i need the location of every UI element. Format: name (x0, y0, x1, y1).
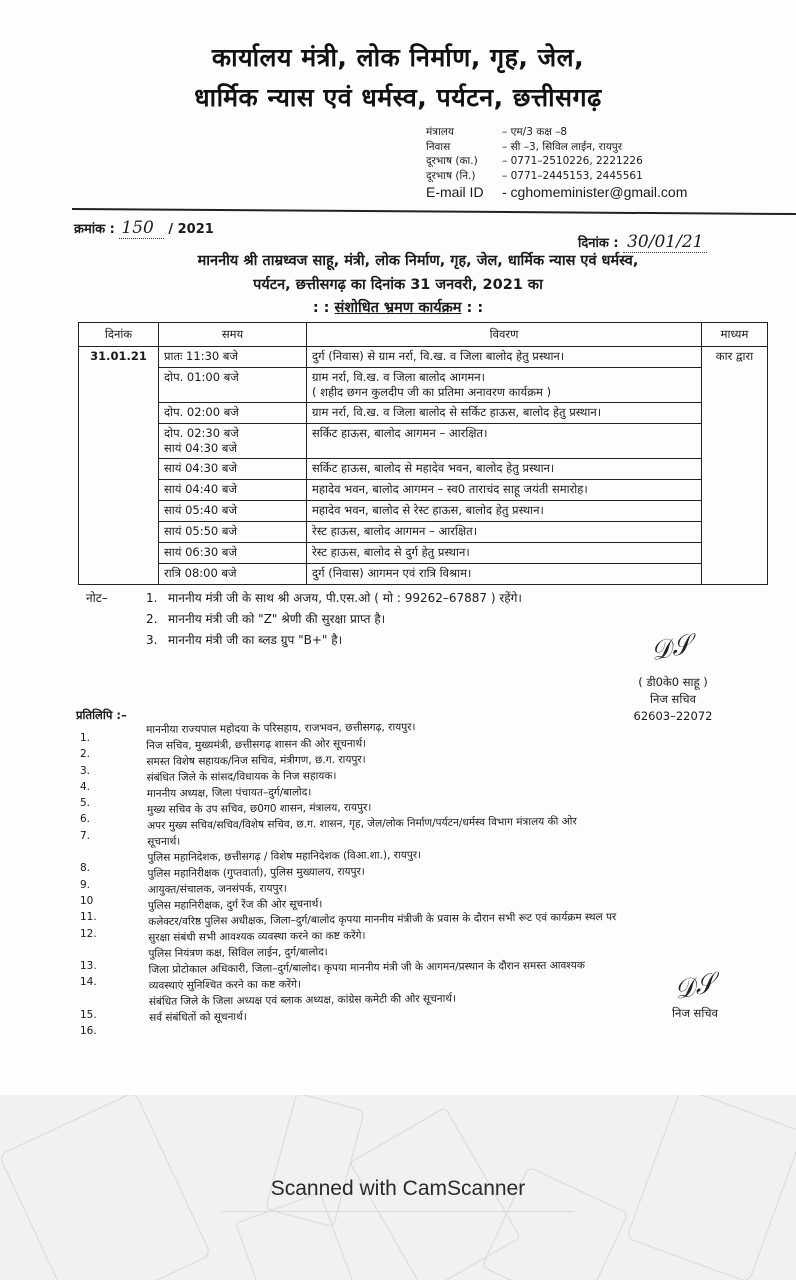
table-row (79, 459, 768, 480)
reference-year: / 2021 (168, 222, 214, 237)
schedule-table (78, 322, 768, 585)
camscanner-watermark: Scanned with CamScanner (270, 1177, 526, 1200)
time-cell: दोप. 02:00 बजे (159, 403, 307, 424)
table-row (79, 501, 768, 522)
copy-number: 15. (80, 1009, 97, 1022)
detail-text: ग्राम नर्रा, वि.ख. व जिला बालोद आगमन। (312, 370, 486, 384)
copy-recipient-line: कलेक्टर/वरिष्ठ पुलिस अधीक्षक, जिला–दुर्ग/बालोद कृपया माननीय मंत्रीजी के प्रवास के दौरान सभी रूट एवं कार्यक्रम स्थल पर (148, 911, 617, 928)
note-number: 3. (146, 633, 158, 647)
copy-recipient-line: संबंधित जिले के सांसद/विधायक के निज सहायक। (146, 770, 337, 784)
copy-recipient-line: निज सचिव, मुख्यमंत्री, छत्तीसगढ़ शासन की ओर सूचनार्थ। (146, 737, 367, 752)
reference-number (74, 218, 214, 238)
copy-recipient-line: माननीय अध्यक्ष, जिला पंचायत–दुर्ग/बालोद। (146, 786, 312, 800)
date-cell: 31.01.21 (79, 347, 159, 585)
table-row (79, 522, 768, 543)
copy-recipient-line: पुलिस महानिरीक्षक (गुप्तवार्ता), पुलिस मुख्यालय, रायपुर। (147, 865, 365, 880)
email-row (426, 183, 687, 201)
time-cell: सायं 04:40 बजे (159, 480, 307, 501)
subject-prefix: : : (312, 300, 330, 316)
column-header-details: विवरण (307, 323, 702, 347)
copy-number: 4. (80, 780, 91, 793)
copy-number: 11. (80, 911, 97, 924)
signatory-name: ( डी0के0 साहू ) (638, 675, 708, 689)
contact-row (426, 125, 687, 140)
note-number: 2. (146, 612, 158, 626)
contact-value: – सी –3, सिविल लाईन, रायपुर (502, 140, 623, 153)
copy-number: 6. (80, 813, 91, 826)
column-header-time: समय (159, 323, 307, 347)
time-cell: सायं 04:30 बजे (159, 459, 307, 480)
signatory-designation: निज सचिव (672, 1006, 718, 1020)
copy-number (80, 844, 97, 860)
note-number: 1. (146, 591, 158, 605)
time-text-end: सायं 04:30 बजे (164, 441, 237, 455)
email-label: E-mail ID (426, 184, 484, 200)
copy-number: 10 (80, 894, 94, 907)
contact-row (426, 140, 687, 155)
copy-recipient-line: मुख्य सचिव के उप सचिव, छ0ग0 शासन, मंत्रालय, रायपुर। (146, 801, 372, 816)
office-title-line1: कार्यालय मंत्री, लोक निर्माण, गृह, जेल, (211, 43, 585, 72)
table-row (79, 347, 768, 368)
note-item (86, 630, 522, 651)
copy-recipient-line: सर्व संबंधितों को सूचनार्थ। (149, 1010, 247, 1024)
table-row (79, 564, 768, 585)
detail-cell: महादेव भवन, बालोद आगमन – स्व0 ताराचंद साहू जयंती समारोह। (307, 480, 702, 501)
date-handwritten-value: 30/01/21 (623, 232, 707, 253)
copy-recipient-line: व्यवस्थाएं सुनिश्चित करने का कष्ट करेंगे। (148, 978, 302, 992)
copy-number (80, 991, 97, 1007)
time-cell (159, 424, 307, 459)
column-header-date: दिनांक (79, 323, 159, 347)
contact-row (426, 154, 687, 169)
time-cell: सायं 05:50 बजे (159, 522, 307, 543)
table-row (79, 543, 768, 564)
schedule-title: संशोधित भ्रमण कार्यक्रम (334, 300, 462, 316)
copy-number: 2. (80, 748, 91, 761)
contact-value: – एम/3 कक्ष –8 (502, 126, 568, 138)
detail-subtext: ( शहीद छगन कुलदीप जी का प्रतिमा अनावरण कार्यक्रम ) (312, 385, 552, 399)
email-value: - cghomeminister@gmail.com (502, 184, 688, 200)
copy-recipient-line: पुलिस नियंत्रण कक्ष, सिविल लाईन, दुर्ग/बालोद। (148, 946, 328, 960)
detail-cell: सर्किट हाऊस, बालोद आगमन – आरक्षित। (307, 424, 702, 459)
contact-block (426, 125, 687, 201)
detail-cell: महादेव भवन, बालोद से रेस्ट हाऊस, बालोद हेतु प्रस्थान। (307, 501, 702, 522)
signatory-phone: 62603–22072 (633, 709, 713, 723)
copy-number: 7. (80, 829, 91, 842)
time-cell: प्रातः 11:30 बजे (159, 347, 307, 368)
date-label: दिनांक : (578, 236, 619, 251)
copy-number: 1. (80, 732, 91, 744)
subject-line3 (0, 297, 796, 317)
reference-handwritten-number: 150 (119, 218, 163, 239)
copy-recipient-line: जिला प्रोटोकाल अधिकारी, जिला–दुर्ग/बालोद। कृपया माननीय मंत्री जी के आगमन/प्रस्थान के दौरान समस्त आवश्यक (148, 959, 585, 976)
table-row (79, 368, 768, 403)
copy-recipient-line: आयुक्त/संचालक, जनसंपर्क, रायपुर। (147, 882, 287, 896)
signature-block-secondary (650, 968, 740, 1021)
detail-cell (307, 368, 702, 403)
column-header-mode: माध्यम (702, 323, 768, 347)
text-sketch-icon (236, 1193, 355, 1280)
notes-label-spacer (86, 609, 146, 630)
note-text: माननीय मंत्री जी के साथ श्री अजय, पी.एस.ओ ( मो : 99262–67887 ) रहेंगे। (168, 591, 522, 605)
signature-mark: 𝒟𝒮 (671, 968, 718, 1006)
detail-cell: रेस्ट हाऊस, बालोद से दुर्ग हेतु प्रस्थान। (307, 543, 702, 564)
detail-cell: दुर्ग (निवास) आगमन एवं रात्रि विश्राम। (307, 564, 702, 585)
note-item (86, 588, 522, 609)
subject-line1: माननीय श्री ताम्रध्वज साहू, मंत्री, लोक निर्माण, गृह, जेल, धार्मिक न्यास एवं धर्मस्व, (197, 253, 639, 269)
copy-number: 3. (80, 764, 91, 777)
camscanner-footer (0, 1095, 796, 1280)
table-row (79, 424, 768, 459)
copy-to-heading (76, 708, 127, 727)
copy-number: 5. (80, 797, 91, 810)
copy-recipient-line: पुलिस महानिरीक्षक, दुर्ग रेंज की ओर सूचनार्थ। (147, 898, 323, 912)
signatory-designation: निज सचिव (650, 692, 696, 706)
office-title-line2: धार्मिक न्यास एवं धर्मस्व, पर्यटन, छत्तीसगढ़ (194, 83, 602, 112)
copy-recipient-line: माननीया राज्यपाल महोदया के परिसहाय, राजभवन, छत्तीसगढ़, रायपुर। (146, 721, 416, 736)
copy-recipient-line: सूचनार्थ। (147, 835, 181, 848)
copy-heading-text: प्रतिलिपि :– (76, 708, 127, 722)
copy-number: 9. (80, 878, 91, 891)
watermark-underline (222, 1211, 574, 1212)
time-cell: दोप. 01:00 बजे (159, 368, 307, 403)
copy-number: 12. (80, 927, 97, 940)
copy-number: 8. (80, 862, 91, 875)
copy-recipient-line: समस्त विशेष सहायक/निज सचिव, मंत्रीगण, छ.ग. रायपुर। (146, 753, 366, 768)
signature-block-primary (618, 629, 728, 725)
note-text: माननीय मंत्री जी को "Z" श्रेणी की सुरक्षा प्राप्त है। (168, 612, 386, 626)
subject-line2: पर्यटन, छत्तीसगढ़ का दिनांक 31 जनवरी, 2021 का (253, 277, 543, 293)
copy-number: 16. (80, 1025, 97, 1038)
notes-label-spacer (86, 630, 146, 651)
mode-cell: कार द्वारा (702, 347, 768, 585)
detail-cell: ग्राम नर्रा, वि.ख. व जिला बालोद से सर्किट हाऊस, बालोद हेतु प्रस्थान। (307, 403, 702, 424)
copy-number: 13. (80, 960, 97, 973)
copy-recipient-line: पुलिस महानिदेशक, छत्तीसगढ़ / विशेष महानिदेशक (विआ.शा.), रायपुर। (147, 849, 422, 864)
contact-value: – 0771–2445153, 2445561 (502, 169, 643, 182)
copy-numbers-column (80, 730, 97, 1040)
contact-row (426, 169, 687, 184)
signature-mark: 𝒟𝒮 (648, 629, 695, 668)
time-cell: सायं 06:30 बजे (159, 543, 307, 564)
contact-label: निवास (426, 140, 451, 153)
note-item (86, 609, 522, 630)
copy-recipient-line: अपर मुख्य सचिव/सचिव/विशेष सचिव, छ.ग. शासन, गृह, जेल/लोक निर्माण/पर्यटन/धर्मस्व विभाग मंत्रालय की ओर (147, 815, 577, 832)
table-row (79, 480, 768, 501)
detail-cell: दुर्ग (निवास) से ग्राम नर्रा, वि.ख. व जिला बालोद हेतु प्रस्थान। (307, 347, 702, 368)
time-cell: सायं 05:40 बजे (159, 501, 307, 522)
copy-recipient-line: सुरक्षा संबंधी सभी आवश्यक व्यवस्था करने का कष्ट करेंगे। (148, 929, 366, 944)
subject-suffix: : : (466, 300, 484, 316)
copy-number: 14. (80, 976, 97, 989)
copy-number (80, 942, 97, 958)
contact-label: दूरभाष (का.) (426, 155, 478, 167)
table-header-row (79, 323, 768, 347)
contact-value: – 0771–2510226, 2221226 (502, 155, 643, 167)
detail-cell: सर्किट हाऊस, बालोद से महादेव भवन, बालोद हेतु प्रस्थान। (307, 459, 702, 480)
time-text: दोप. 02:30 बजे (164, 426, 239, 440)
reference-label: क्रमांक : (74, 222, 115, 237)
contact-label: मंत्रालय (426, 126, 455, 138)
note-text: माननीय मंत्री जी का ब्लड ग्रुप "B+" है। (168, 633, 343, 647)
copy-recipient-line: संबंधित जिले के जिला अध्यक्ष एवं ब्लाक अध्यक्ष, कांग्रेस कमेटी की ओर सूचनार्थ। (148, 992, 457, 1008)
contact-label: दूरभाष (नि.) (426, 169, 476, 182)
issue-date (578, 232, 707, 252)
header-divider (72, 208, 796, 215)
time-cell: रात्रि 08:00 बजे (159, 564, 307, 585)
table-row (79, 403, 768, 424)
notes-section (86, 588, 522, 651)
detail-cell: रेस्ट हाऊस, बालोद आगमन – आरक्षित। (307, 522, 702, 543)
notes-label: नोट– (86, 591, 108, 605)
